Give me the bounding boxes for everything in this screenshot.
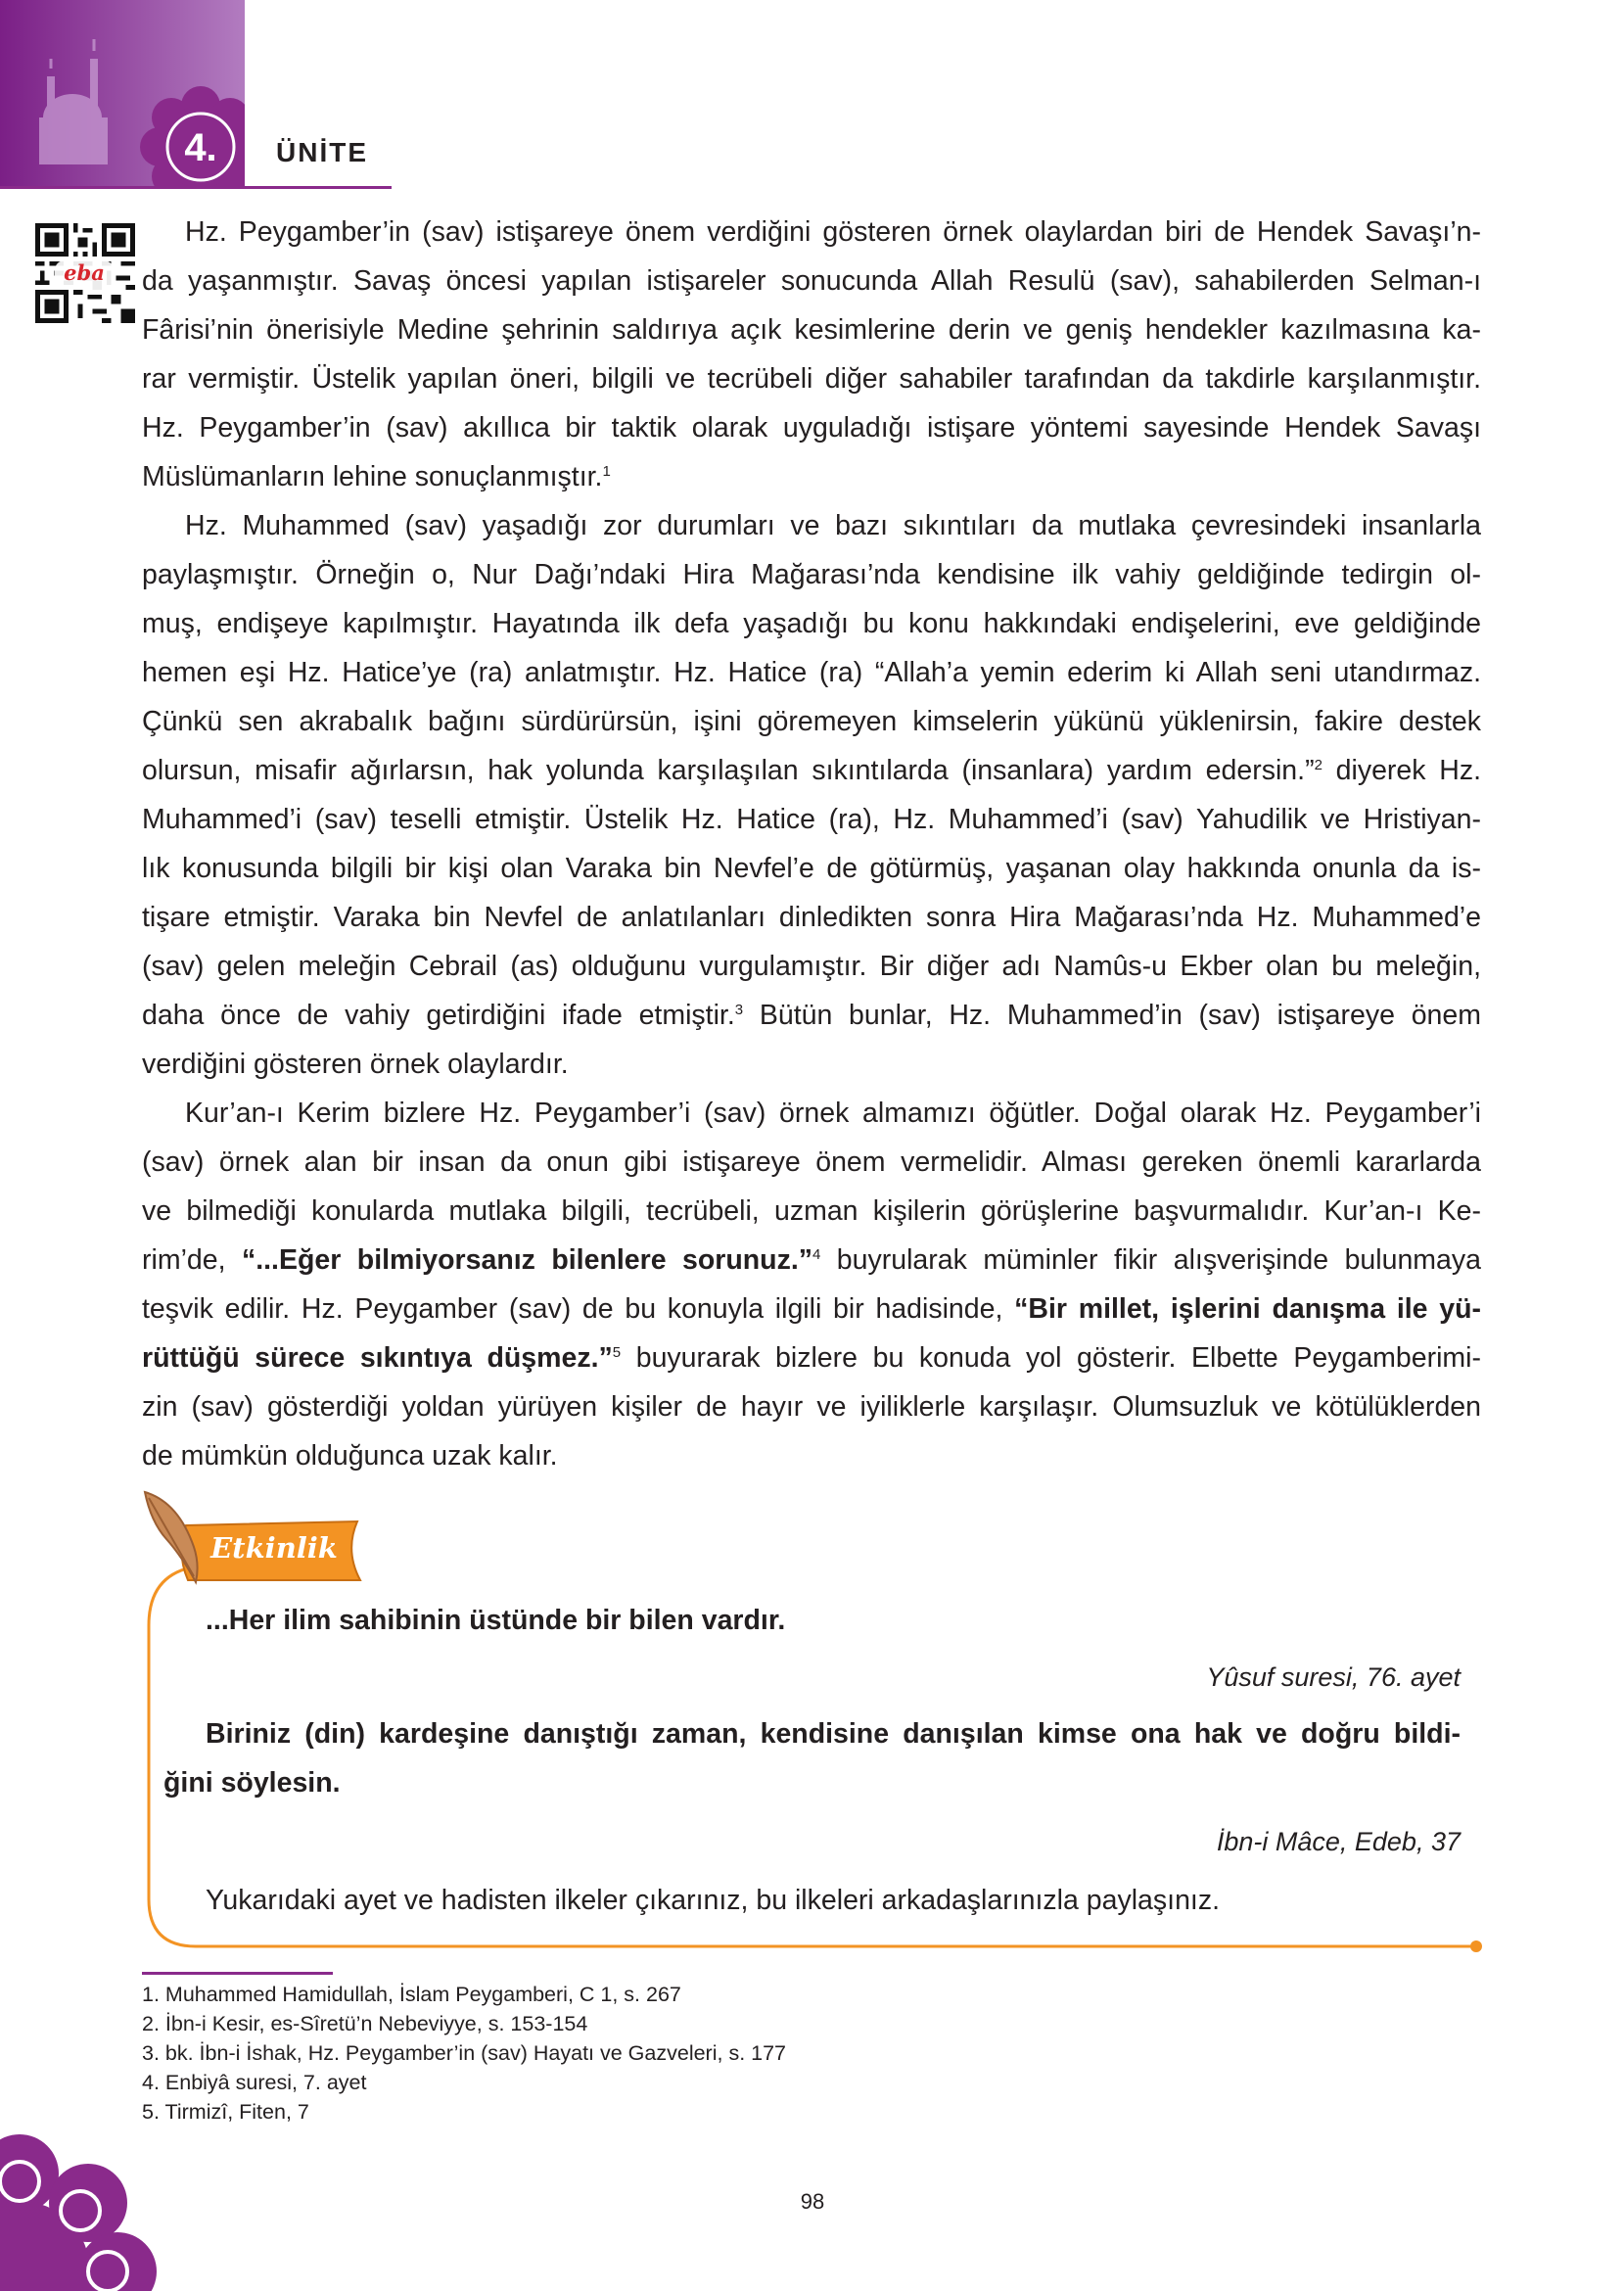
text-line: lık konusunda bilgili bir kişi olan Varaka bin Nevfel’e de götürmüş, yaşanan olay hakkında onunla da is- <box>142 853 1481 884</box>
footnote-item: 2. İbn-i Kesir, es-Sîretü’n Nebeviyye, s. 153-154 <box>142 2012 588 2035</box>
activity-source-1: Yûsuf suresi, 76. ayet <box>1206 1662 1461 1692</box>
text-line: verdiğini gösteren örnek olaylardır. <box>142 1049 569 1080</box>
paragraph-3 <box>142 1089 1481 1480</box>
text-line: teşvik edilir. Hz. Peygamber (sav) de bu konuyla ilgili bir hadisinde, “Bir millet, işlerini danışma ile yü- <box>142 1293 1481 1325</box>
text-line: rar vermiştir. Üstelik yapılan öneri, bilgili ve tecrübeli diğer sahabiler tarafından da takdirle karşılanmıştır. <box>142 363 1481 395</box>
text-line: (sav) örnek alan bir insan da onun gibi istişareye önem vermelidir. Alması gereken önemli kararlarda <box>142 1146 1481 1178</box>
header-rule <box>0 186 392 189</box>
text-line: Hz. Peygamber’in (sav) akıllıca bir taktik olarak uyguladığı istişare yöntemi sayesinde Hendek Savaşı <box>142 412 1481 444</box>
activity-title: Etkinlik <box>210 1531 338 1565</box>
footnote-ref[interactable]: 3 <box>734 1002 744 1018</box>
text-line: ve bilmediği konularda mutlaka bilgili, tecrübeli, uzman kişilerin görüşlerine başvurmalıdır. Kur’an-ı Ke- <box>142 1195 1481 1227</box>
text-line: zin (sav) gösterdiği yoldan yürüyen kişiler de hayır ve iyiliklerle karşılaşır. Olumsuzluk ve kötülüklerden <box>142 1391 1481 1423</box>
text-line: muş, endişeye kapılmıştır. Hayatında ilk defa yaşadığı bu konu hakkındaki endişelerini, eve geldiğinde <box>142 608 1481 639</box>
paragraph-1 <box>142 208 1481 501</box>
unit-number: 4. <box>184 126 217 169</box>
text-line: olursun, misafir ağırlarsın, hak yolunda karşılaşılan sıkıntılarda (insanlara) yardım edersin.”$^2$ diyerek Hz. <box>142 755 1481 786</box>
footnote-ref[interactable]: 2 <box>1314 757 1322 773</box>
text-line: Fârisi’nin önerisiyle Medine şehrinin saldırıya açık kesimlerine derin ve geniş hendekler kazılmasına ka- <box>142 314 1481 346</box>
text-line: (sav) gelen meleğin Cebrail (as) olduğunu vurgulamıştır. Bir diğer adı Namûs-u Ekber olan bu meleğin, <box>142 951 1481 982</box>
text-line: de mümkün olduğunca uzak kalır. <box>142 1440 558 1472</box>
eba-logo: eba <box>55 260 114 290</box>
footnote-item: 1. Muhammed Hamidullah, İslam Peygamberi, C 1, s. 267 <box>142 1983 681 2006</box>
text-line: daha önce de vahiy getirdiğini ifade etmiştir.$^3$ Bütün bunlar, Hz. Muhammed’in (sav) istişareye önem <box>142 1000 1481 1031</box>
footnote-item: 4. Enbiyâ suresi, 7. ayet <box>142 2071 367 2094</box>
text-line: Hz. Muhammed (sav) yaşadığı zor durumları ve bazı sıkıntıları da mutlaka çevresindeki insanlarla <box>185 510 1481 541</box>
text-line: hemen eşi Hz. Hatice’ye (ra) anlatmıştır. Hz. Hatice (ra) “Allah’a yemin ederim ki Allah seni utandırmaz. <box>142 657 1481 688</box>
quote-hadis: “Bir millet, işlerini danışma ile yü- <box>1014 1293 1481 1325</box>
footnote-ref[interactable]: 4 <box>812 1246 821 1263</box>
text-line: Çünkü sen akrabalık bağını sürdürürsün, işini göremeyen kimselerin yükünü yüklenirsin, fakire destek <box>142 706 1481 737</box>
footnote-item: 3. bk. İbn-i İshak, Hz. Peygamber’in (sav) Hayatı ve Gazveleri, s. 177 <box>142 2041 787 2065</box>
text-line: rim’de, “...Eğer bilmiyorsanız bilenlere sorunuz.”$^4$ buyrularak müminler fikir alışverişinde bulunmaya <box>142 1244 1481 1276</box>
footnote-ref[interactable]: 5 <box>612 1344 622 1361</box>
text-line: tişare etmiştir. Varaka bin Nevfel de anlatılanları dinledikten sonra Hira Mağarası’nda Hz. Muhammed’e <box>142 902 1481 933</box>
activity-instruction: Yukarıdaki ayet ve hadisten ilkeler çıkarınız, bu ilkeleri arkadaşlarınızla paylaşınız. <box>206 1885 1221 1916</box>
text-line: rüttüğü sürece sıkıntıya düşmez.”$^5$ buyurarak bizlere bu konuda yol gösterir. Elbette Peygamberimi- <box>142 1342 1481 1374</box>
activity-source-2: İbn-i Mâce, Edeb, 37 <box>1216 1827 1461 1856</box>
unit-label: ÜNİTE <box>276 137 368 167</box>
paragraph-2 <box>142 501 1481 1089</box>
quote-enbiya: “...Eğer bilmiyorsanız bilenlere sorunuz.” <box>241 1244 813 1276</box>
footnote-item: 5. Tirmizî, Fiten, 7 <box>142 2100 309 2124</box>
activity-quote-1: ...Her ilim sahibinin üstünde bir bilen vardır. <box>206 1605 786 1636</box>
footnotes <box>142 1980 1023 2127</box>
activity-quote-2: Biriniz (din) kardeşine danıştığı zaman, kendisine danışılan kimse ona hak ve doğru bildi- ğini söylesin. <box>163 1718 1461 1799</box>
quote-hadis-cont: rüttüğü sürece sıkıntıya düşmez.” <box>142 1342 613 1374</box>
text-line: paylaşmıştır. Örneğin o, Nur Dağı’ndaki Hira Mağarası’nda kendisine ilk vahiy geldiğinde tedirgin ol- <box>142 559 1481 590</box>
page-number: 98 <box>800 2189 825 2214</box>
text-line: Muhammed’i (sav) teselli etmiştir. Üstelik Hz. Hatice (ra), Hz. Muhammed’i (sav) Yahudilik ve Hristiyan- <box>142 804 1481 835</box>
footnote-ref[interactable]: 1 <box>602 463 611 480</box>
corner-flower-ornament-icon <box>0 2125 166 2291</box>
text-line: da yaşanmıştır. Savaş öncesi yapılan istişareler sonucunda Allah Resulü (sav), sahabilerden Selman-ı <box>142 265 1481 297</box>
text-line: Hz. Peygamber’in (sav) istişareye önem verdiğini gösteren örnek olaylardan biri de Hendek Savaşı’n- <box>185 216 1481 248</box>
text-line: Kur’an-ı Kerim bizlere Hz. Peygamber’i (sav) örnek almamızı öğütler. Doğal olarak Hz. Peygamber’i <box>185 1098 1481 1129</box>
footnote-rule <box>142 1972 333 1975</box>
text-line: Müslümanların lehine sonuçlanmıştır.$^1$ <box>142 461 611 492</box>
